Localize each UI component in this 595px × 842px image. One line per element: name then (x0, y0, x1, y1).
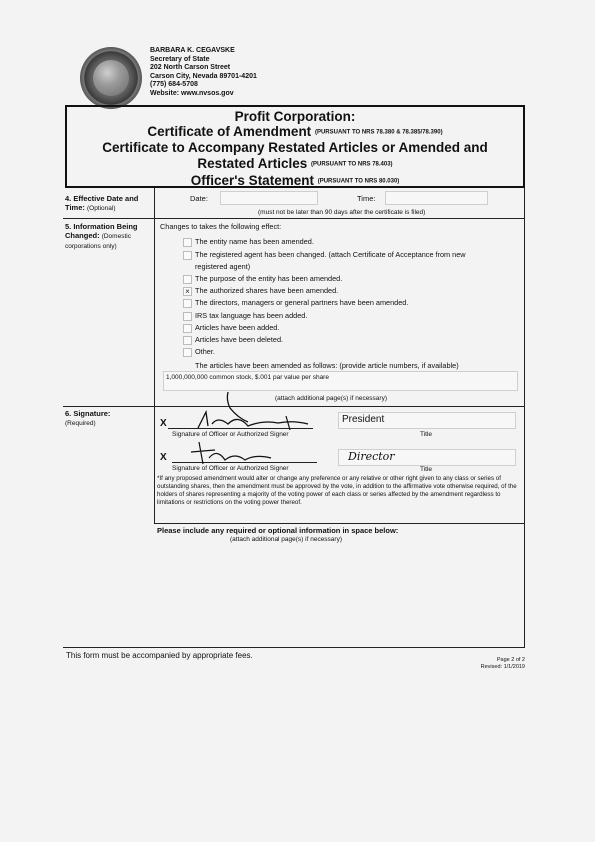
attach-note: (attach additional page(s) if necessary) (275, 395, 388, 402)
title-caption-1: Title (420, 431, 433, 438)
extra-info-heading: Please include any required or optional information in space below: (157, 526, 399, 535)
website: Website: www.nvsos.gov (150, 89, 234, 97)
signature-caption-1: Signature of Officer or Authorized Signer (172, 431, 289, 438)
item-articles-deleted: Articles have been deleted. (195, 335, 284, 344)
form-title-line1: Profit Corporation: (234, 109, 356, 124)
form-title-line3: Certificate to Accompany Restated Articles or Amended and (102, 140, 488, 156)
date-field[interactable] (220, 191, 318, 205)
voting-power-footnote: *If any proposed amendment would alter or change any preference or any relative or other right given to any class or series of outstanding shares, then the amendment must be approved by the vote, in addition to the affirmative vote otherwise required, of the holders of shares representing a majority of the voting power of each class or series affected by the amendment regardless to limitations or restrictions on the voting power thereof. (157, 475, 517, 506)
item-irs-tax: IRS tax language has been added. (195, 311, 308, 320)
item-purpose: The purpose of the entity has been amended. (195, 274, 343, 283)
form-title-line5: Officer's Statement (PURSUANT TO NRS 80.030) (190, 172, 400, 188)
amended-as-follows: The articles have been amended as follows: (provide article numbers, if available) (195, 361, 459, 370)
item-other: Other. (195, 347, 215, 356)
checkbox-authorized-shares[interactable]: × (183, 287, 192, 296)
item-authorized-shares: The authorized shares have been amended. (195, 286, 339, 295)
row-divider (154, 523, 525, 524)
checkbox-directors[interactable] (183, 299, 192, 308)
item-entity-name: The entity name has been amended. (195, 237, 314, 246)
section6-label: 6. Signature: (Required) (65, 409, 111, 427)
changes-intro: Changes to takes the following effect: (160, 222, 282, 231)
signature-x-2: X (160, 452, 167, 463)
signature-x-1: X (160, 418, 167, 429)
checkbox-irs-tax[interactable] (183, 312, 192, 321)
title-caption-2: Title (420, 466, 433, 473)
office-address-block (150, 47, 257, 99)
form-title-line2: Certificate of Amendment (PURSUANT TO NRS 78.380 & 78.385/78.390) (147, 124, 443, 139)
item-registered-agent: The registered agent has been changed. (attach Certificate of Acceptance from new (195, 250, 466, 259)
right-border (524, 188, 525, 648)
handwritten-signature-1 (168, 390, 318, 435)
time-field[interactable] (385, 191, 488, 205)
checkbox-registered-agent[interactable] (183, 251, 192, 260)
title-value-2: Director (348, 450, 395, 463)
revision-date: Revised: 1/1/2019 (480, 664, 525, 670)
item-articles-added: Articles have been added. (195, 323, 280, 332)
column-divider (154, 188, 155, 523)
checkbox-other[interactable] (183, 348, 192, 357)
city-address: Carson City, Nevada 89701-4201 (150, 72, 257, 80)
form-title-line4: Restated Articles (PURSUANT TO NRS 78.403) (197, 156, 393, 172)
item-directors: The directors, managers or general partners have been amended. (195, 298, 409, 307)
street-address: 202 North Carson Street (150, 64, 231, 72)
checkbox-articles-added[interactable] (183, 324, 192, 333)
section4-label: 4. Effective Date and Time: (Optional) (65, 194, 139, 212)
effective-date-note: (must not be later than 90 days after the certificate is filed) (258, 209, 426, 216)
form-title-box (65, 105, 525, 188)
row-divider (63, 218, 525, 219)
extra-info-note: (attach additional page(s) if necessary) (230, 536, 343, 543)
extra-info-area[interactable] (64, 545, 523, 645)
handwritten-signature-2 (185, 438, 285, 468)
phone-number: (775) 684-5708 (150, 81, 198, 89)
time-label: Time: (357, 194, 376, 203)
fees-notice: This form must be accompanied by appropriate fees. (66, 651, 253, 660)
signature-caption-2: Signature of Officer or Authorized Signer (172, 465, 289, 472)
checkbox-purpose[interactable] (183, 275, 192, 284)
date-label: Date: (190, 194, 208, 203)
item-registered-agent-cont: registered agent) (195, 262, 251, 271)
state-seal-logo (80, 47, 142, 109)
bottom-border (63, 647, 525, 648)
title-value-1: President (342, 414, 385, 425)
checkbox-articles-deleted[interactable] (183, 336, 192, 345)
checkbox-entity-name[interactable] (183, 238, 192, 247)
section5-label: 5. Information Being Changed: (Domestic corporations only) (65, 222, 138, 250)
secretary-title: Secretary of State (150, 55, 210, 63)
secretary-name: BARBARA K. CEGAVSKE (150, 47, 235, 54)
page-number: Page 2 of 2 (496, 657, 525, 663)
amendment-value: 1,000,000,000 common stock, $.001 par value per share (166, 374, 329, 381)
